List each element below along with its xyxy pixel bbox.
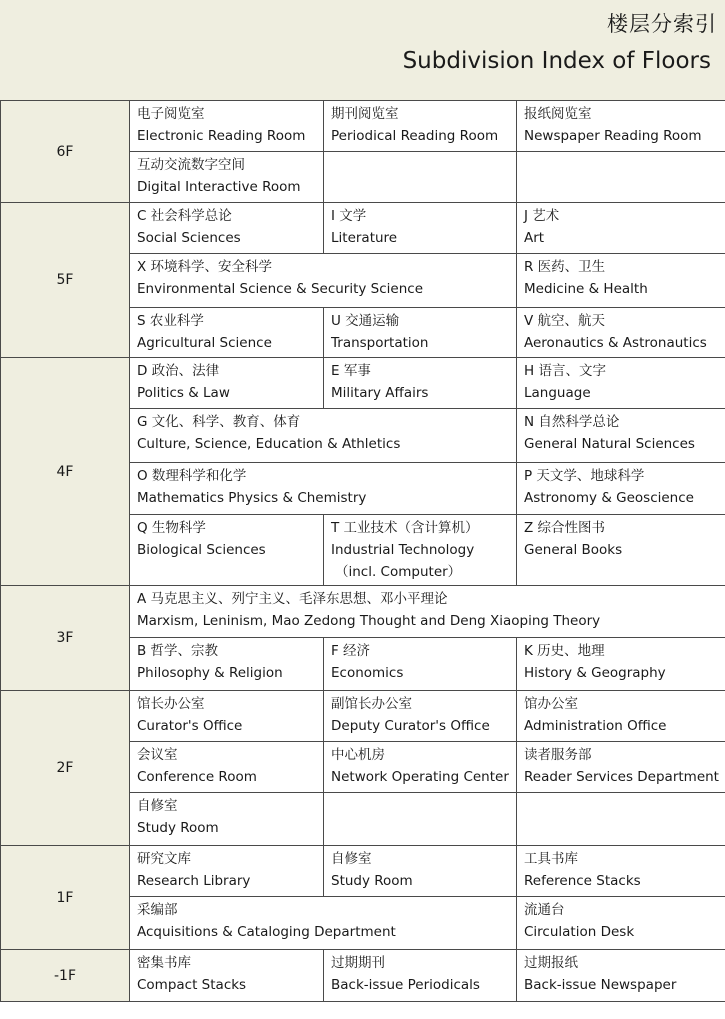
floor-index-table	[0, 100, 725, 1002]
floor-label-1f: 1F	[1, 846, 130, 950]
room-name-cn: 过期报纸	[524, 955, 578, 971]
category-cell	[517, 638, 725, 691]
category-name-cn: P 天文学、地球科学	[524, 468, 645, 484]
category-cell	[517, 308, 725, 358]
room-name-cn: 副馆长办公室	[331, 696, 412, 712]
category-name-en: Biological Sciences	[137, 542, 266, 558]
category-cell	[130, 515, 324, 586]
floor-label-6f: 6F	[1, 101, 130, 203]
category-name-en: Agricultural Science	[137, 335, 272, 351]
category-name-cn: G 文化、科学、教育、体育	[137, 414, 301, 430]
room-cell	[324, 691, 517, 742]
room-cell	[324, 742, 517, 793]
category-name-cn: A 马克思主义、列宁主义、毛泽东思想、邓小平理论	[137, 591, 448, 607]
category-cell	[130, 463, 517, 515]
table-row	[1, 358, 725, 409]
category-name-en: History & Geography	[524, 665, 666, 681]
room-name-cn: 互动交流数字空间	[137, 157, 245, 173]
category-name-cn: R 医药、卫生	[524, 259, 606, 275]
category-name-en: Environmental Science & Security Science	[137, 281, 424, 297]
category-name-cn: Z 综合性图书	[524, 520, 606, 536]
room-name-cn: 馆长办公室	[137, 696, 205, 712]
room-name-cn: 期刊阅览室	[331, 106, 399, 122]
empty-cell	[324, 793, 517, 846]
category-name-en: Economics	[331, 665, 404, 681]
category-cell	[324, 203, 517, 254]
category-name-cn: J 艺术	[524, 208, 560, 224]
category-name-en: Social Sciences	[137, 230, 241, 246]
floor-label-5f: 5F	[1, 203, 130, 358]
room-name-en: Digital Interactive Room	[137, 179, 301, 195]
category-name-cn: Q 生物科学	[137, 520, 206, 536]
category-cell	[517, 203, 725, 254]
room-name-en: Acquisitions & Cataloging Department	[137, 924, 396, 940]
room-cell	[324, 101, 517, 152]
floor-label-4f: 4F	[1, 358, 130, 586]
category-cell	[130, 409, 517, 463]
room-name-en: Reader Services Department	[524, 769, 719, 785]
room-cell	[130, 897, 517, 950]
room-name-cn: 电子阅览室	[137, 106, 205, 122]
table-row	[1, 203, 725, 254]
category-cell	[324, 515, 517, 586]
category-name-en: Astronomy & Geoscience	[524, 490, 694, 506]
room-name-en: Network Operating Center	[331, 769, 509, 785]
category-cell	[517, 515, 725, 586]
room-name-en: Periodical Reading Room	[331, 128, 499, 144]
room-name-en: Reference Stacks	[524, 873, 641, 889]
room-cell	[517, 950, 725, 1002]
table-row	[1, 691, 725, 742]
room-name-cn: 自修室	[331, 851, 372, 867]
room-cell	[517, 846, 725, 897]
room-cell	[130, 793, 324, 846]
category-cell	[517, 463, 725, 515]
room-name-en: Curator's Office	[137, 718, 243, 734]
room-cell	[130, 101, 324, 152]
room-name-cn: 会议室	[137, 747, 178, 763]
table-row	[1, 846, 725, 897]
category-name-en: General Books	[524, 542, 623, 558]
category-name-cn: I 文学	[331, 208, 367, 224]
category-name-en: Mathematics Physics & Chemistry	[137, 490, 367, 506]
category-name-cn: T 工业技术（含计算机）	[331, 520, 479, 536]
category-name-en: Art	[524, 230, 545, 246]
category-name-cn: F 经济	[331, 643, 371, 659]
page-header	[0, 0, 725, 100]
table-row	[1, 950, 725, 1002]
category-name-en: Transportation	[331, 335, 429, 351]
category-cell	[517, 358, 725, 409]
room-cell	[130, 152, 324, 203]
room-name-cn: 密集书库	[137, 955, 191, 971]
category-cell	[517, 254, 725, 308]
room-cell	[324, 846, 517, 897]
room-cell	[517, 742, 725, 793]
category-name-cn: U 交通运输	[331, 313, 400, 329]
floor-label-b1: -1F	[1, 950, 130, 1002]
category-name-en: General Natural Sciences	[524, 436, 695, 452]
room-name-en: Electronic Reading Room	[137, 128, 306, 144]
room-name-cn: 过期期刊	[331, 955, 385, 971]
room-cell	[130, 742, 324, 793]
category-note: （incl. Computer）	[335, 564, 462, 580]
category-name-en: Language	[524, 385, 591, 401]
floor-label-3f: 3F	[1, 586, 130, 691]
category-name-en: Politics & Law	[137, 385, 230, 401]
floor-label-2f: 2F	[1, 691, 130, 846]
room-cell	[517, 691, 725, 742]
category-cell	[517, 409, 725, 463]
category-cell	[324, 308, 517, 358]
room-name-cn: 流通台	[524, 902, 565, 918]
category-name-cn: B 哲学、宗教	[137, 643, 219, 659]
category-name-cn: C 社会科学总论	[137, 208, 232, 224]
room-name-en: Circulation Desk	[524, 924, 635, 940]
table-row	[1, 101, 725, 152]
category-name-cn: O 数理科学和化学	[137, 468, 247, 484]
category-name-cn: D 政治、法律	[137, 363, 220, 379]
room-name-cn: 采编部	[137, 902, 178, 918]
room-name-en: Back-issue Newspaper	[524, 977, 677, 993]
room-name-en: Deputy Curator's Office	[331, 718, 490, 734]
empty-cell	[324, 152, 517, 203]
category-name-cn: E 军事	[331, 363, 371, 379]
category-cell	[130, 308, 324, 358]
category-cell	[130, 638, 324, 691]
category-name-en: Literature	[331, 230, 398, 246]
category-name-cn: H 语言、文字	[524, 363, 606, 379]
room-name-en: Compact Stacks	[137, 977, 247, 993]
room-name-en: Research Library	[137, 873, 251, 889]
category-cell	[130, 203, 324, 254]
room-name-en: Newspaper Reading Room	[524, 128, 702, 144]
room-cell	[324, 950, 517, 1002]
room-name-cn: 自修室	[137, 798, 178, 814]
room-name-cn: 馆办公室	[524, 696, 578, 712]
room-name-cn: 中心机房	[331, 747, 385, 763]
room-name-en: Conference Room	[137, 769, 257, 785]
category-name-en: Medicine & Health	[524, 281, 648, 297]
title-english: Subdivision Index of Floors	[402, 48, 711, 74]
room-cell	[130, 846, 324, 897]
category-name-cn: N 自然科学总论	[524, 414, 620, 430]
category-name-cn: X 环境科学、安全科学	[137, 259, 273, 275]
category-name-en: Aeronautics & Astronautics	[524, 335, 707, 351]
room-name-en: Administration Office	[524, 718, 667, 734]
title-chinese: 楼层分索引	[607, 12, 717, 36]
room-name-en: Study Room	[137, 820, 219, 836]
category-name-cn: V 航空、航天	[524, 313, 606, 329]
category-name-en: Military Affairs	[331, 385, 429, 401]
category-cell	[130, 358, 324, 409]
room-cell	[517, 897, 725, 950]
category-cell	[324, 638, 517, 691]
room-cell	[130, 691, 324, 742]
room-name-en: Back-issue Periodicals	[331, 977, 480, 993]
room-name-cn: 读者服务部	[524, 747, 592, 763]
category-name-en: Culture, Science, Education & Athletics	[137, 436, 401, 452]
room-cell	[517, 101, 725, 152]
room-name-cn: 工具书库	[524, 851, 578, 867]
category-name-cn: K 历史、地理	[524, 643, 605, 659]
category-cell	[130, 254, 517, 308]
room-cell	[130, 950, 324, 1002]
empty-cell	[517, 793, 725, 846]
category-name-cn: S 农业科学	[137, 313, 204, 329]
category-name-en: Industrial Technology	[331, 542, 475, 558]
room-name-cn: 研究文库	[137, 851, 191, 867]
category-cell	[130, 586, 725, 638]
category-cell	[324, 358, 517, 409]
room-name-cn: 报纸阅览室	[524, 106, 592, 122]
table-row	[1, 586, 725, 638]
category-name-en: Philosophy & Religion	[137, 665, 283, 681]
category-name-en: Marxism, Leninism, Mao Zedong Thought and Deng Xiaoping Theory	[137, 613, 601, 629]
room-name-en: Study Room	[331, 873, 413, 889]
empty-cell	[517, 152, 725, 203]
